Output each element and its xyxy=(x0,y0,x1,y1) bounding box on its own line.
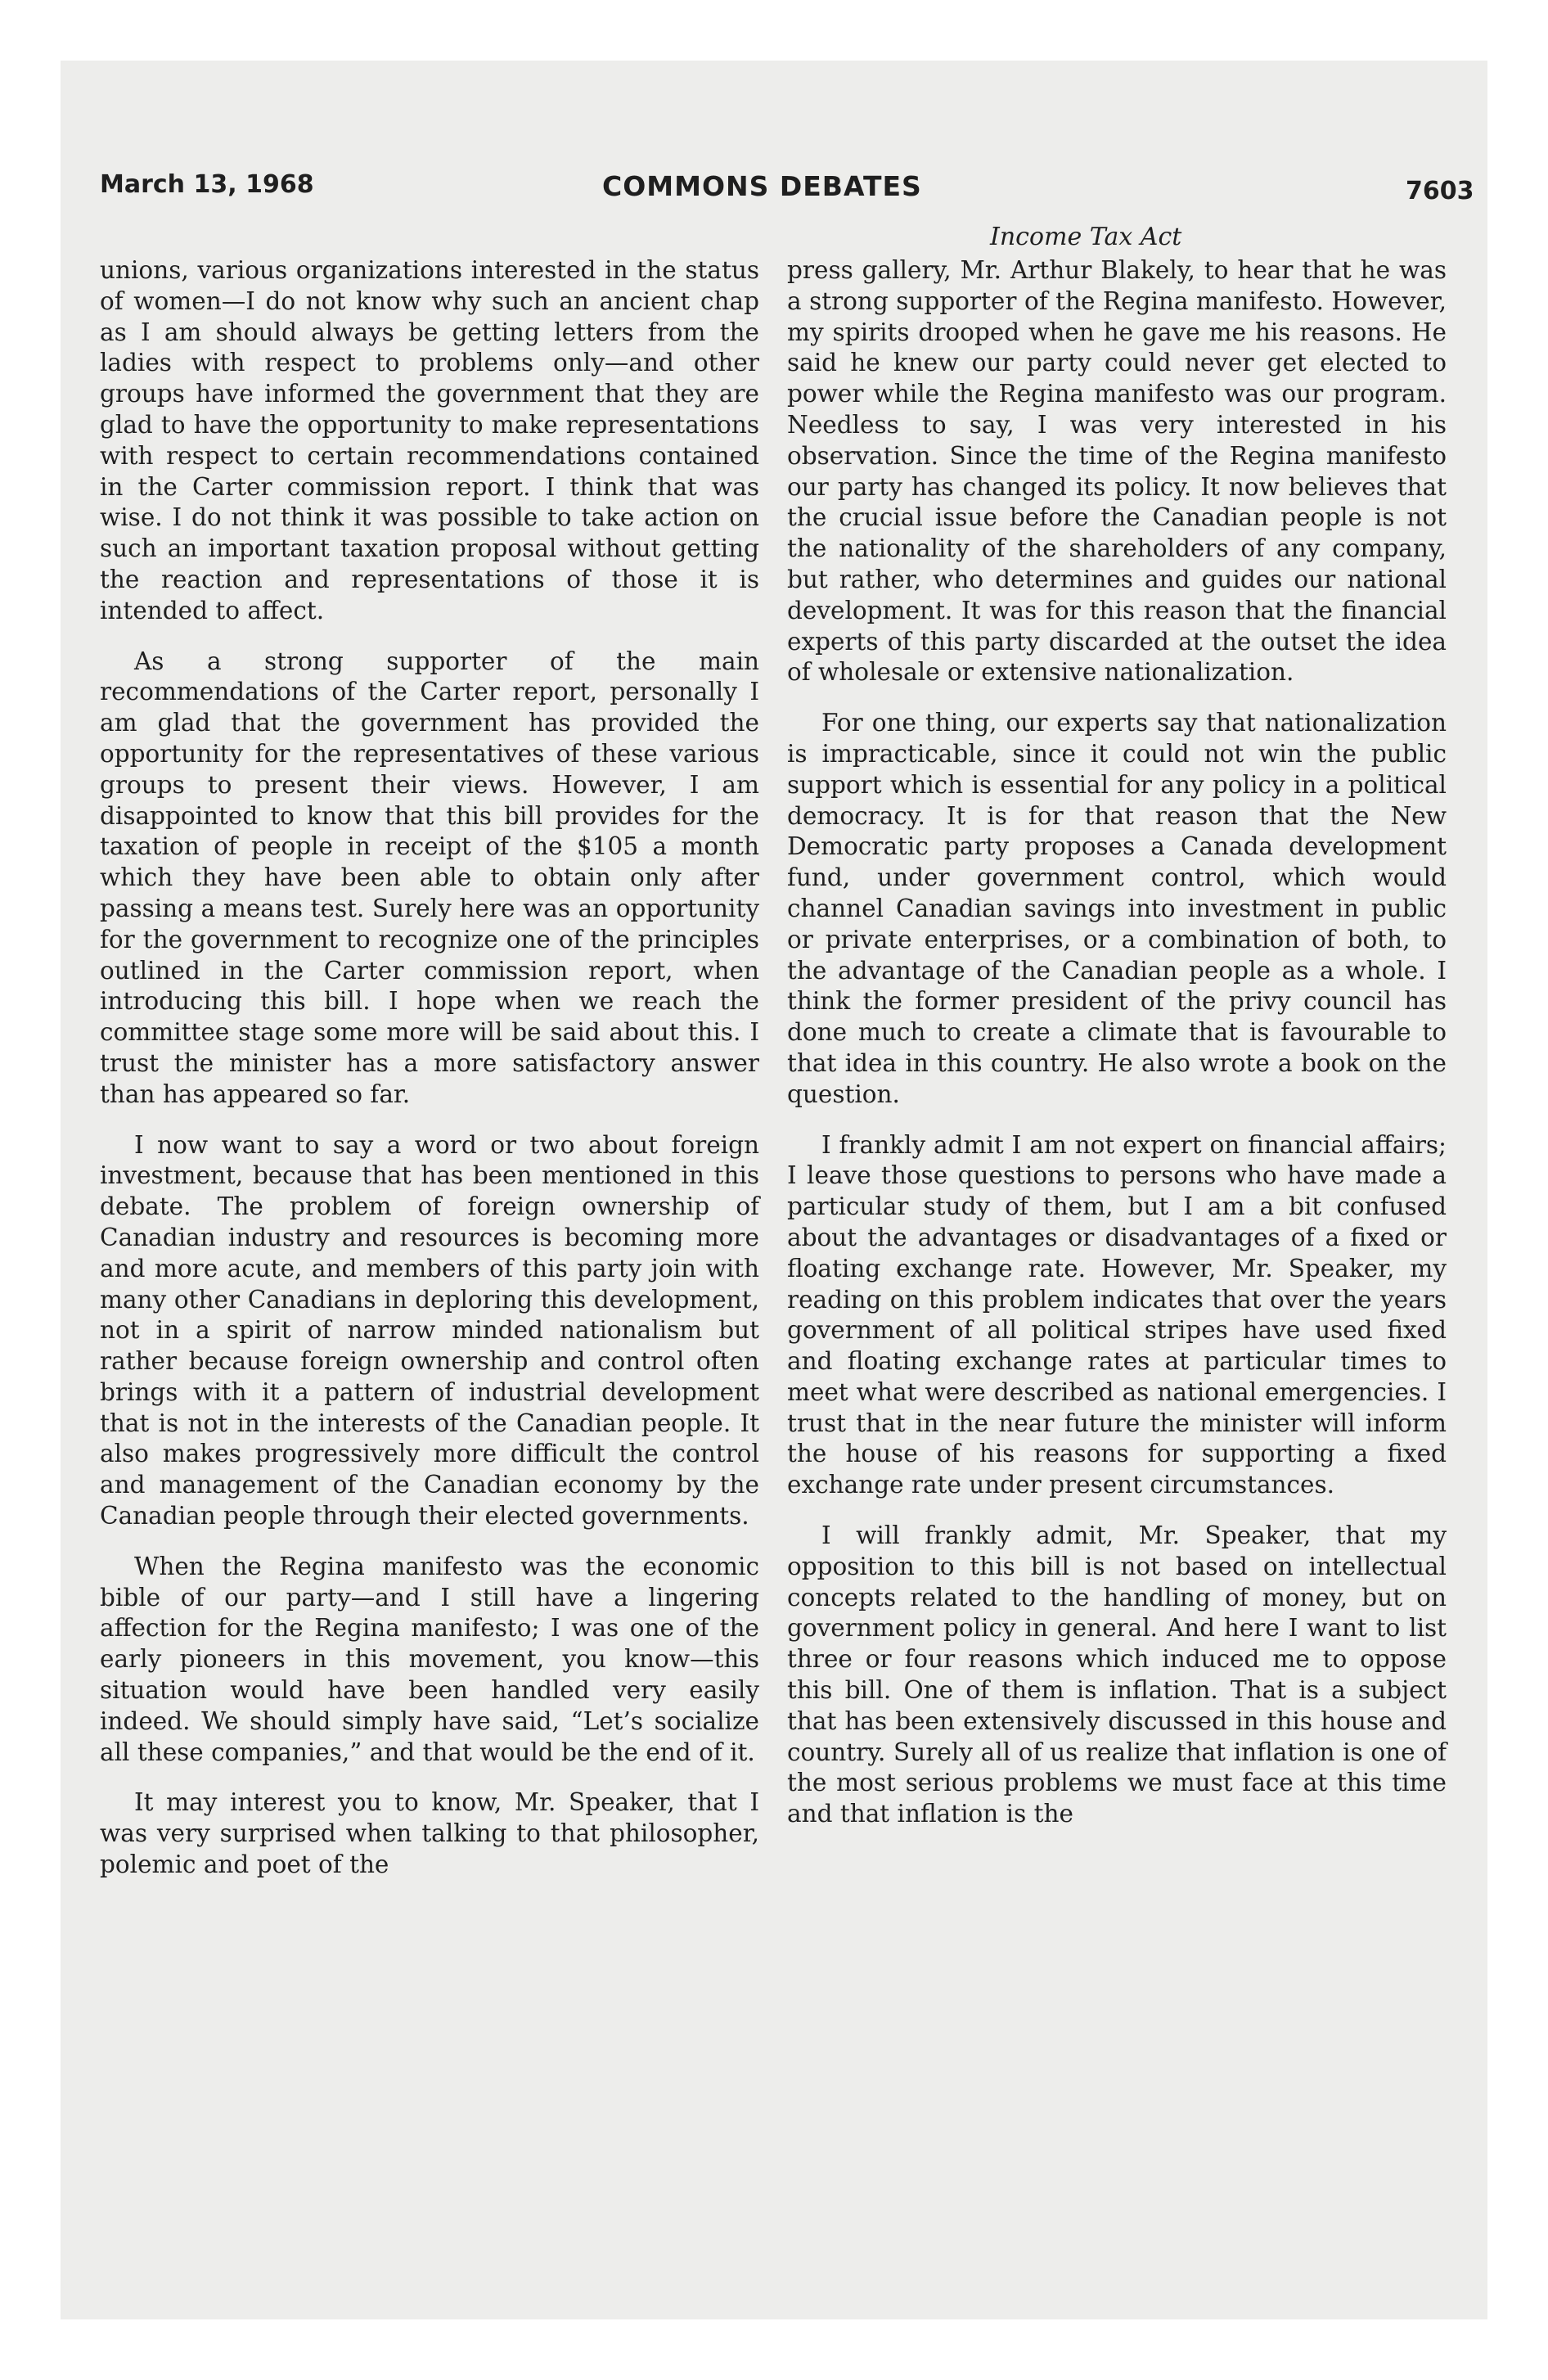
left-paragraph-3: I now want to say a word or two about foreign investment, because that has been mentioned in this debate. The problem of foreign ownership of Canadian industry and resources is becoming more and more acute, and members of this party join with many other Canadians in deploring this development, not in a spirit of narrow minded nationalism but rather because foreign ownership and control often brings with it a pattern of industrial development that is not in the interests of the Canadian people. It also makes progressively more difficult the control and management of the Canadian economy by the Canadian people through their elected governments. xyxy=(100,1130,759,1530)
page-header xyxy=(0,170,1548,219)
left-paragraph-1: unions, various organizations interested in the status of women—I do not know why such an ancient chap as I am should always be getting letters from the ladies with respect to problems only—and other groups have informed the government that they are glad to have the opportunity to make representations with respect to certain recommendations contained in the Carter commission report. I think that was wise. I do not think it was possible to take action on such an important taxation proposal without getting the reaction and representations of those it is intended to affect. xyxy=(100,256,759,624)
page-number: 7603 xyxy=(1406,177,1474,205)
left-paragraph-5: It may interest you to know, Mr. Speaker, that I was very surprised when talking to that philosopher, polemic and poet of the xyxy=(100,1788,759,1879)
header-date: March 13, 1968 xyxy=(100,170,314,199)
right-paragraph-4: I will frankly admit, Mr. Speaker, that my opposition to this bill is not based on intellectual concepts related to the handling of money, but on government policy in general. And here I want to list three or four reasons which induced me to oppose this bill. One of them is inflation. That is a subject that has been extensively discussed in this house and country. Surely all of us realize that inflation is one of the most serious problems we must face at this time and that inflation is the xyxy=(787,1521,1447,1828)
left-paragraph-4: When the Regina manifesto was the economic bible of our party—and I still have a lingering affection for the Regina manifesto; I was one of the early pioneers in this movement, you know—this situation would have been handled very easily indeed. We should simply have said, “Let’s socialize all these companies,” and that would be the end of it. xyxy=(100,1552,759,1766)
left-column xyxy=(100,255,759,1900)
left-paragraph-2: As a strong supporter of the main recommendations of the Carter report, personally I am glad that the government has provided the opportunity for the representatives of these various groups to present their views. However, I am disappointed to know that this bill provides for the taxation of people in receipt of the $105 a month which they have been able to obtain only after passing a means test. Surely here was an opportunity for the government to recognize one of the principles outlined in the Carter commission report, when introducing this bill. I hope when we reach the committee stage some more will be said about this. I trust the minister has a more satisfactory answer than has appeared so far. xyxy=(100,647,759,1108)
right-column xyxy=(787,255,1447,1850)
section-subtitle: Income Tax Act xyxy=(990,223,1182,251)
header-title: COMMONS DEBATES xyxy=(602,170,922,202)
right-paragraph-2: For one thing, our experts say that nationalization is impracticable, since it could not win the public support which is essential for any policy in a political democracy. It is for that reason that the New Democratic party proposes a Canada development fund, under government control, which would channel Canadian savings into investment in public or private enterprises, or a combination of both, to the advantage of the Canadian people as a whole. I think the former president of the privy council has done much to create a climate that is favourable to that idea in this country. He also wrote a book on the question. xyxy=(787,709,1447,1108)
right-paragraph-1: press gallery, Mr. Arthur Blakely, to hear that he was a strong supporter of the Regina manifesto. However, my spirits drooped when he gave me his reasons. He said he knew our party could never get elected to power while the Regina manifesto was our program. Needless to say, I was very interested in his observation. Since the time of the Regina manifesto our party has changed its policy. It now believes that the crucial issue before the Canadian people is not the nationality of the shareholders of any company, but rather, who determines and guides our national development. It was for this reason that the financial experts of this party discarded at the outset the idea of wholesale or extensive nationalization. xyxy=(787,256,1447,687)
right-paragraph-3: I frankly admit I am not expert on financial affairs; I leave those questions to persons who have made a particular study of them, but I am a bit confused about the advantages or disadvantages of a fixed or floating exchange rate. However, Mr. Speaker, my reading on this problem indicates that over the years government of all political stripes have used fixed and floating exchange rates at particular times to meet what were described as national emergencies. I trust that in the near future the minister will inform the house of his reasons for supporting a fixed exchange rate under present circumstances. xyxy=(787,1130,1447,1499)
